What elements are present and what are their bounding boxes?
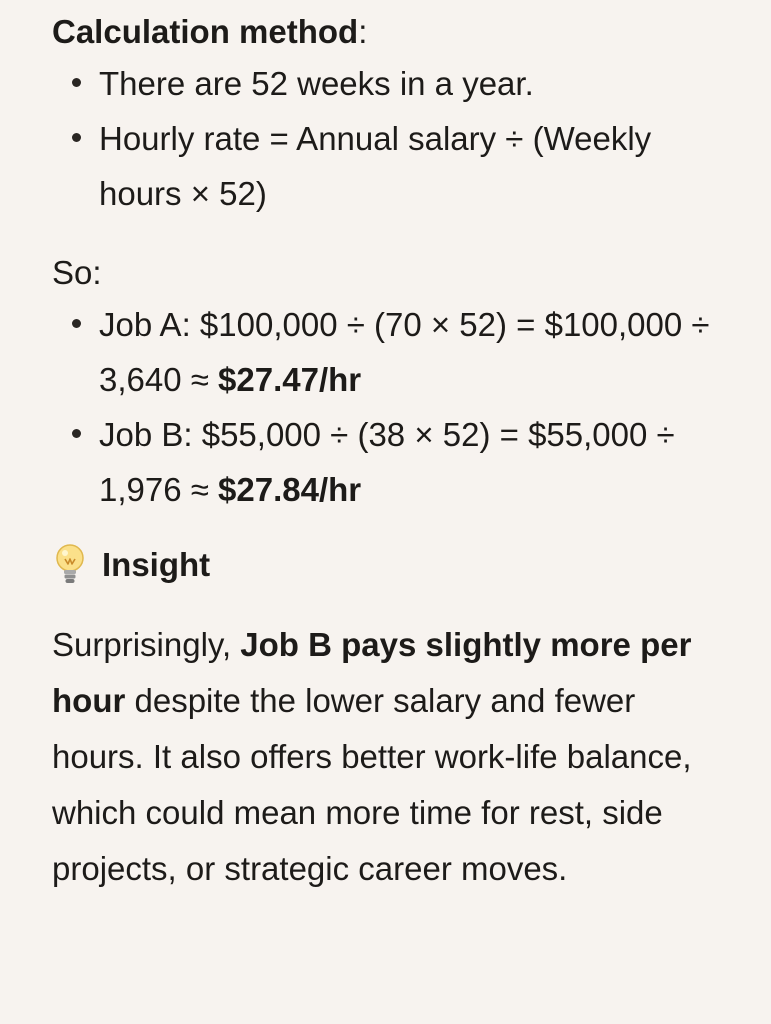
response-content	[52, 8, 732, 930]
insight-heading	[52, 539, 732, 591]
heading-text: Calculation method	[52, 13, 359, 50]
job-results-list	[52, 297, 732, 517]
job-b-item	[52, 407, 732, 517]
bullet-dot	[72, 78, 81, 87]
bullet-dot	[72, 319, 81, 328]
list-item	[52, 56, 732, 111]
calculation-method-heading	[52, 8, 732, 56]
job-a-result: $27.47/hr	[218, 361, 362, 398]
job-b-calculation: Job B: $55,000 ÷ (38 × 52) = $55,000 ÷ 1,976 ≈	[99, 416, 675, 508]
bullet-dot	[72, 133, 81, 142]
job-a-calculation: Job A: $100,000 ÷ (70 × 52) = $100,000 ÷ 3,640 ≈	[99, 306, 710, 398]
insight-paragraph	[52, 617, 732, 897]
list-item	[52, 111, 732, 221]
insight-text-start: Surprisingly,	[52, 626, 241, 663]
job-a-item	[52, 297, 732, 407]
bullet-text: Hourly rate = Annual salary ÷ (Weekly hours × 52)	[99, 120, 652, 212]
insight-text-end: despite the lower salary and fewer hours. It also offers better work-life balance, which could mean more time for rest, side projects, or strategic career moves.	[52, 682, 692, 887]
bullet-text: There are 52 weeks in a year.	[99, 65, 534, 102]
calculation-bullet-list	[52, 56, 732, 221]
insight-title: Insight	[102, 546, 211, 583]
lightbulb-icon	[52, 542, 88, 588]
heading-colon: :	[358, 13, 368, 50]
insight-text-bold: Job B pays slightly more per hour	[52, 626, 692, 719]
so-label: So:	[52, 254, 102, 291]
bullet-dot	[72, 429, 81, 438]
job-b-result: $27.84/hr	[218, 471, 362, 508]
